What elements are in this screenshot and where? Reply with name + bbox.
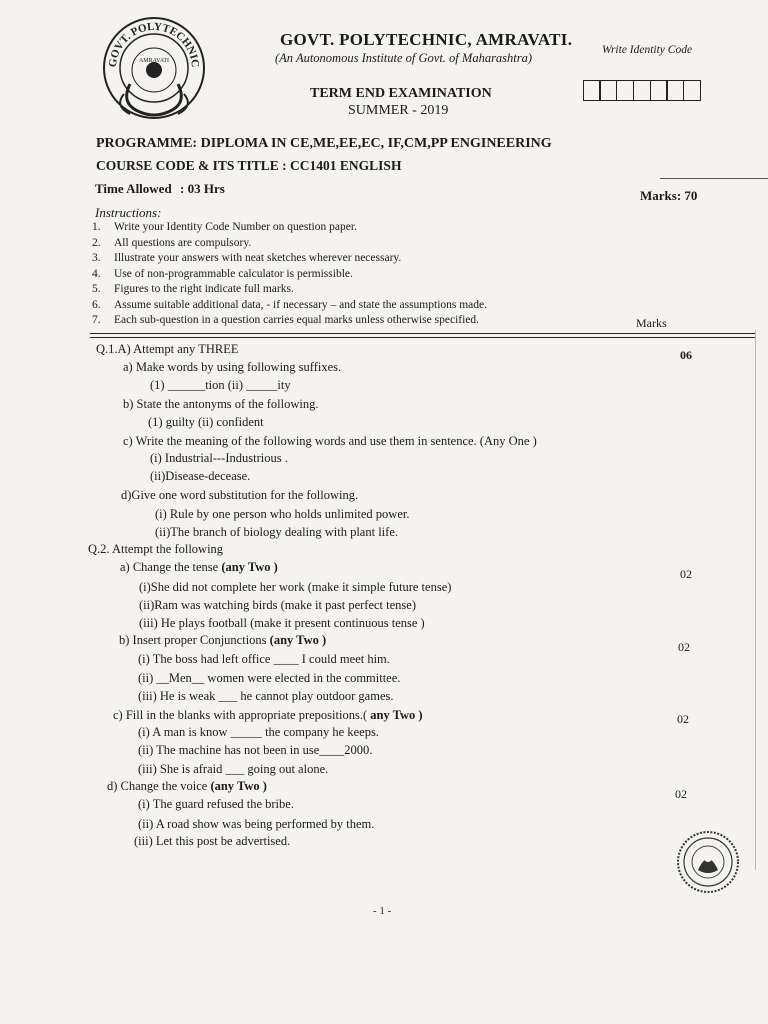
identity-code-box[interactable] [650, 80, 668, 101]
q2d-item-1: (i) The guard refused the bribe. [138, 797, 294, 811]
page-number: - 1 - [373, 905, 392, 917]
identity-code-box[interactable] [633, 80, 651, 101]
q1b-items: (1) guilty (ii) confident [148, 415, 264, 429]
identity-code-box[interactable] [599, 80, 617, 101]
q2b-item-2: (ii) __Men__ women were elected in the committee. [138, 671, 401, 685]
time-allowed-value: : 03 Hrs [180, 181, 225, 196]
list-item: 5. Figures to the right indicate full marks. [92, 283, 294, 295]
divider [90, 337, 756, 338]
instructions-list [92, 220, 487, 329]
course-line: COURSE CODE & ITS TITLE : CC1401 ENGLISH [96, 158, 402, 173]
q2b-item-3: (iii) He is weak ___ he cannot play outdoor games. [138, 689, 394, 703]
q2c-item-3: (iii) She is afraid ___ going out alone. [138, 762, 329, 776]
list-item: 4. Use of non-programmable calculator is permissible. [92, 267, 353, 280]
q1c-heading: c) Write the meaning of the following words and use them in sentence. (Any One ) [123, 434, 537, 448]
q2c-item-1: (i) A man is know _____ the company he keeps. [138, 725, 379, 739]
total-marks: Marks: 70 [640, 188, 698, 203]
identity-code-box[interactable] [616, 80, 634, 101]
logo-text: GOVT. POLYTECHNIC [106, 20, 202, 68]
marks-column-header: Marks [636, 316, 667, 330]
q2d-item-3: (iii) Let this post be advertised. [134, 834, 291, 848]
institute-name: GOVT. POLYTECHNIC, AMRAVATI. [280, 30, 573, 49]
q2a-heading: a) Change the tense (any Two ) [120, 560, 278, 574]
question-1-marks: 06 [680, 348, 692, 362]
institute-subtitle: (An Autonomous Institute of Govt. of Maharashtra) [275, 51, 533, 65]
institute-logo [100, 14, 208, 122]
list-item: 6. Assume suitable additional data, - if necessary – and state the assumptions made. [92, 298, 488, 311]
identity-code-boxes[interactable] [584, 80, 701, 101]
q1b-heading: b) State the antonyms of the following. [123, 397, 319, 411]
identity-code-label: Write Identity Code [602, 44, 693, 56]
q2d-item-2: (ii) A road show was being performed by them. [138, 817, 375, 831]
q2a-item-1: (i)She did not complete her work (make it simple future tense) [139, 580, 452, 594]
identity-code-box[interactable] [666, 80, 684, 101]
list-item: 2. All questions are compulsory. [92, 236, 252, 249]
q2a-marks: 02 [680, 567, 692, 581]
divider [660, 178, 768, 179]
q1d-item-2: (ii)The branch of biology dealing with plant life. [155, 525, 398, 539]
list-item: 3. Illustrate your answers with neat sketches wherever necessary. [92, 252, 402, 264]
list-item: 1. Write your Identity Code Number on question paper. [92, 221, 357, 233]
instructions-heading: Instructions: [95, 205, 162, 220]
q1d-item-1: (i) Rule by one person who holds unlimited power. [155, 507, 410, 521]
institute-seal-icon [676, 830, 740, 894]
q1d-heading: d)Give one word substitution for the following. [121, 488, 359, 502]
logo-subtext: AMRAVATI [138, 58, 170, 64]
question-1-title: Q.1.A) Attempt any THREE [96, 342, 239, 356]
identity-code-box[interactable] [683, 80, 701, 101]
question-2-title: Q.2. Attempt the following [88, 542, 224, 556]
q2b-item-1: (i) The boss had left office ____ I could meet him. [138, 652, 390, 666]
list-item: 7. Each sub-question in a question carries equal marks unless otherwise specified. [92, 314, 480, 326]
q2c-item-2: (ii) The machine has not been in use____2000. [138, 743, 373, 757]
q1c-item-1: (i) Industrial---Industrious . [150, 451, 288, 465]
q2c-marks: 02 [677, 712, 689, 726]
q2d-marks: 02 [675, 787, 687, 801]
q2d-heading: d) Change the voice (any Two ) [107, 779, 267, 793]
exam-title: TERM END EXAMINATION [310, 86, 492, 101]
exam-session: SUMMER - 2019 [348, 103, 449, 118]
q2a-item-3: (iii) He plays football (make it present continuous tense ) [139, 616, 425, 630]
q1a-heading: a) Make words by using following suffixes. [123, 360, 342, 374]
divider [755, 330, 756, 870]
divider [90, 333, 756, 334]
q1c-item-2: (ii)Disease-decease. [150, 469, 251, 483]
programme-line: PROGRAMME: DIPLOMA IN CE,ME,EE,EC, IF,CM,PP ENGINEERING [96, 136, 552, 151]
identity-code-box[interactable] [583, 80, 601, 101]
q2b-marks: 02 [678, 640, 690, 654]
q2c-heading: c) Fill in the blanks with appropriate prepositions.( any Two ) [113, 708, 423, 722]
q1a-items: (1) ______tion (ii) _____ity [150, 378, 291, 392]
q2a-item-2: (ii)Ram was watching birds (make it past perfect tense) [139, 598, 416, 612]
time-allowed-label: Time Allowed [95, 181, 172, 196]
q2b-heading: b) Insert proper Conjunctions (any Two ) [119, 633, 327, 647]
